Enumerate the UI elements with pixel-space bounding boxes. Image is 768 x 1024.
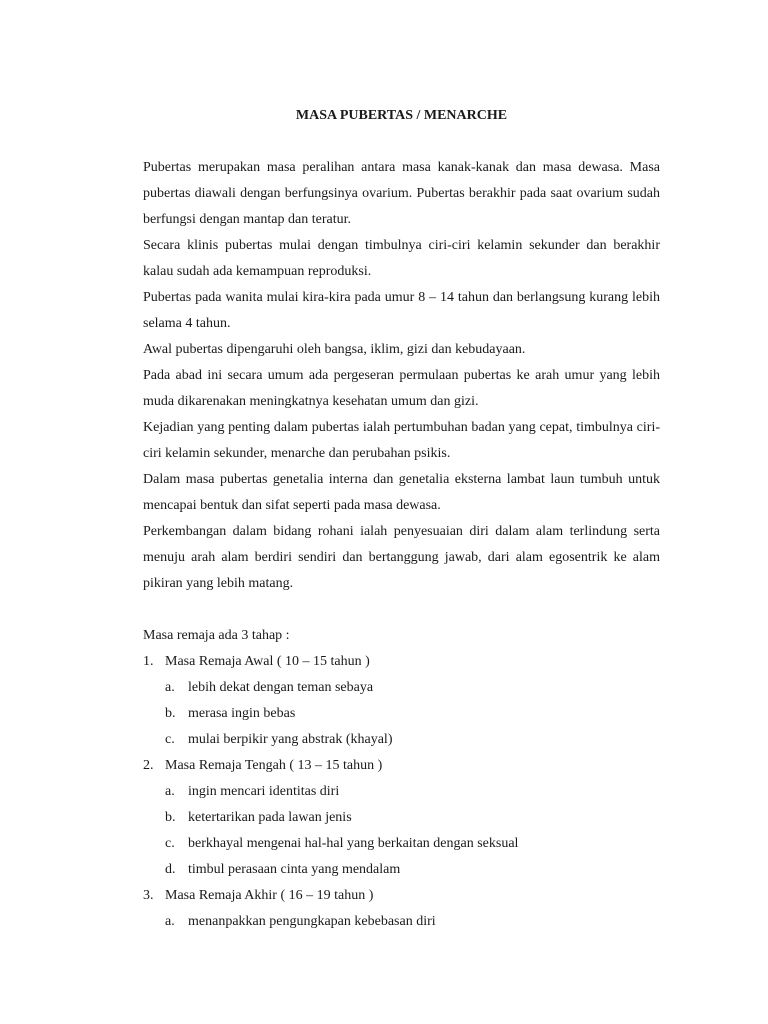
list-item [165,909,660,935]
stage-traits [143,675,660,753]
item-letter: b. [165,706,176,721]
stage-number: 2. [143,758,154,773]
item-letter: a. [165,784,175,799]
item-letter: a. [165,680,175,695]
paragraph: Kejadian yang penting dalam pubertas ialah pertumbuhan badan yang cepat, timbulnya ciri-ciri kelamin sekunder, menarche dan perubahan psikis. [143,420,660,461]
paragraph: Dalam masa pubertas genetalia interna dan genetalia eksterna lambat laun tumbuh untuk mencapai bentuk dan sifat seperti pada masa dewasa. [143,472,660,513]
list-item [165,701,660,727]
item-text: ingin mencari identitas diri [188,784,340,799]
item-text: menanpakkan pengungkapan kebebasan diri [188,914,436,929]
item-text: lebih dekat dengan teman sebaya [188,680,374,695]
list-item [165,805,660,831]
item-text: mulai berpikir yang abstrak (khayal) [188,732,393,747]
paragraph: Secara klinis pubertas mulai dengan timbulnya ciri-ciri kelamin sekunder dan berakhir kalau sudah ada kemampuan reproduksi. [143,238,660,279]
body-paragraphs [143,155,660,597]
section-gap [143,597,660,623]
stage-heading [143,753,660,779]
list-item [165,831,660,857]
item-text: timbul perasaan cinta yang mendalam [188,862,401,877]
document-title: MASA PUBERTAS / MENARCHE [295,108,508,123]
list-item [165,779,660,805]
stage-label: Masa Remaja Akhir ( 16 – 19 tahun ) [165,888,374,903]
stage-item [143,883,660,935]
stage-heading [143,883,660,909]
list-item [165,727,660,753]
item-letter: b. [165,810,176,825]
item-text: merasa ingin bebas [188,706,296,721]
stage-heading [143,649,660,675]
stage-label: Masa Remaja Tengah ( 13 – 15 tahun ) [165,758,383,773]
paragraph: Pada abad ini secara umum ada pergeseran permulaan pubertas ke arah umur yang lebih muda dikarenakan meningkatnya kesehatan umum dan gizi. [143,368,660,409]
stage-item [143,649,660,753]
document-content [143,103,660,935]
item-text: ketertarikan pada lawan jenis [188,810,352,825]
stages-list [143,649,660,935]
paragraph: Awal pubertas dipengaruhi oleh bangsa, iklim, gizi dan kebudayaan. [143,342,526,357]
list-item [165,857,660,883]
stage-traits [143,909,660,935]
stage-number: 3. [143,888,154,903]
stage-item [143,753,660,883]
stage-traits [143,779,660,883]
item-letter: a. [165,914,175,929]
stage-number: 1. [143,654,154,669]
stages-intro: Masa remaja ada 3 tahap : [143,628,290,643]
stage-label: Masa Remaja Awal ( 10 – 15 tahun ) [165,654,370,669]
paragraph: Perkembangan dalam bidang rohani ialah penyesuaian diri dalam alam terlindung serta menuju arah alam berdiri sendiri dan bertanggung jawab, dari alam egosentrik ke alam pikiran yang lebih matang. [143,524,660,591]
item-letter: c. [165,732,175,747]
list-item [165,675,660,701]
item-letter: c. [165,836,175,851]
paragraph: Pubertas pada wanita mulai kira-kira pada umur 8 – 14 tahun dan berlangsung kurang lebih selama 4 tahun. [143,290,660,331]
item-text: berkhayal mengenai hal-hal yang berkaitan dengan seksual [188,836,519,851]
paragraph: Pubertas merupakan masa peralihan antara masa kanak-kanak dan masa dewasa. Masa pubertas diawali dengan berfungsinya ovarium. Pubertas berakhir pada saat ovarium sudah berfungsi dengan mantap dan teratur. [143,160,660,227]
item-letter: d. [165,862,176,877]
